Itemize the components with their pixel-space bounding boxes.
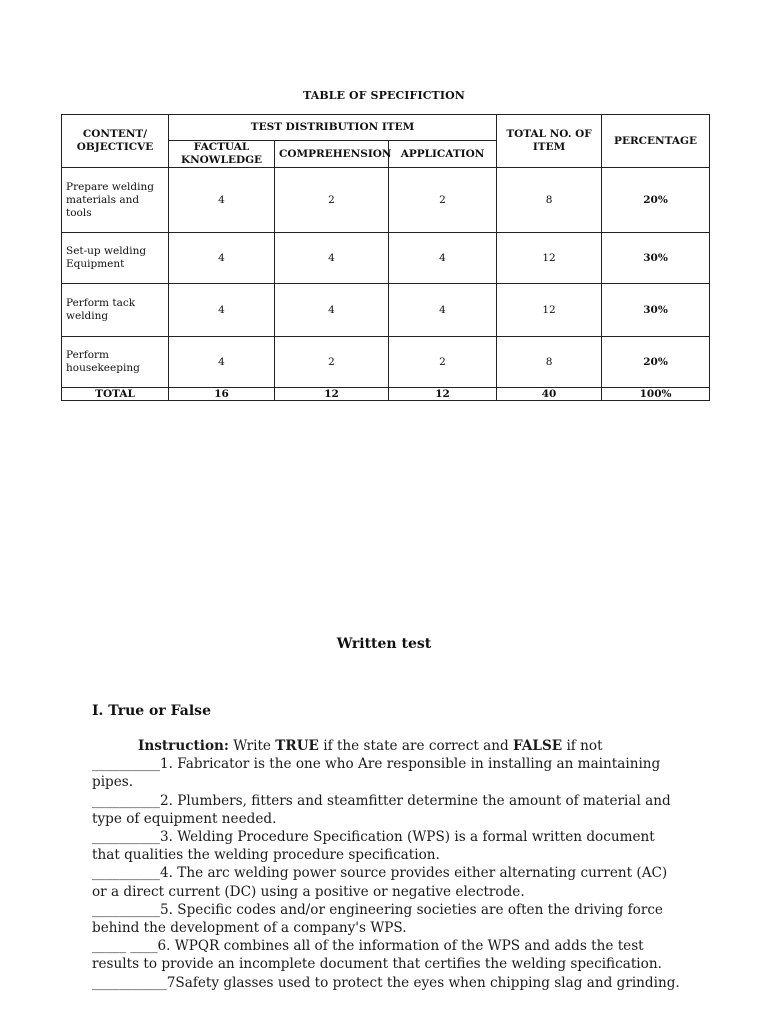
row-total: 8 <box>497 337 602 388</box>
header-total-items: TOTAL NO. OF ITEM <box>497 115 602 168</box>
table-row <box>62 168 710 233</box>
row-factual: 4 <box>169 233 275 284</box>
question-item: _____ ____6. WPQR combines all of the information of the WPS and adds the test results to provide an incomplete document that certifies the welding specification. <box>92 938 662 973</box>
row-factual: 4 <box>169 284 275 337</box>
row-application: 2 <box>389 337 497 388</box>
table-row <box>62 284 710 337</box>
row-topic: Perform housekeeping <box>62 337 169 388</box>
specification-table <box>61 114 710 401</box>
test-body <box>92 737 682 992</box>
instruction-text-1: Write <box>228 738 276 754</box>
row-percentage: 30% <box>602 233 710 284</box>
section-title: I. True or False <box>92 703 211 719</box>
row-factual: 4 <box>169 168 275 233</box>
row-percentage: 20% <box>602 337 710 388</box>
instruction-label: Instruction: <box>138 738 229 754</box>
question-item: __________2. Plumbers, fitters and steamfitter determine the amount of material and type of equipment needed. <box>92 792 671 827</box>
row-application: 2 <box>389 168 497 233</box>
row-topic: Perform tack welding <box>62 284 169 337</box>
written-test-title: Written test <box>336 636 432 652</box>
header-comprehension: COMPREHENSION <box>275 141 389 168</box>
row-factual: 4 <box>169 337 275 388</box>
total-comprehension: 12 <box>275 388 389 401</box>
table-total-row <box>62 388 710 401</box>
row-application: 4 <box>389 233 497 284</box>
header-application: APPLICATION <box>389 141 497 168</box>
row-total: 12 <box>497 233 602 284</box>
header-factual: FACTUAL KNOWLEDGE <box>169 141 275 168</box>
instruction-line <box>92 737 682 755</box>
total-application: 12 <box>389 388 497 401</box>
question-item: ___________7Safety glasses used to protect the eyes when chipping slag and grinding. <box>92 974 680 991</box>
row-total: 8 <box>497 168 602 233</box>
total-items: 40 <box>497 388 602 401</box>
instruction-text-2: if the state are correct and <box>318 738 513 754</box>
row-topic: Set-up welding Equipment <box>62 233 169 284</box>
question-item: __________4. The arc welding power source provides either alternating current (AC) or a direct current (DC) using a positive or negative electrode. <box>92 865 668 900</box>
instruction-text-3: if not <box>562 738 603 754</box>
header-test-distribution: TEST DISTRIBUTION ITEM <box>169 115 497 141</box>
header-percentage: PERCENTAGE <box>602 115 710 168</box>
row-total: 12 <box>497 284 602 337</box>
row-comprehension: 2 <box>275 337 389 388</box>
row-percentage: 30% <box>602 284 710 337</box>
row-comprehension: 2 <box>275 168 389 233</box>
total-percentage: 100% <box>602 388 710 401</box>
table-header-row <box>62 115 710 141</box>
row-application: 4 <box>389 284 497 337</box>
instruction-false-word: FALSE <box>513 738 563 754</box>
table-title: TABLE OF SPECIFICTION <box>303 89 465 102</box>
row-comprehension: 4 <box>275 284 389 337</box>
row-comprehension: 4 <box>275 233 389 284</box>
total-factual: 16 <box>169 388 275 401</box>
total-label: TOTAL <box>62 388 169 401</box>
instruction-true-word: TRUE <box>275 738 319 754</box>
row-topic: Prepare welding materials and tools <box>62 168 169 233</box>
table-row <box>62 233 710 284</box>
question-item: __________3. Welding Procedure Specification (WPS) is a formal written document that qualities the welding procedure specification. <box>92 829 655 864</box>
header-content-objective: CONTENT/ OBJECTICVE <box>62 115 169 168</box>
question-item: __________1. Fabricator is the one who Are responsible in installing an maintaining pipes. <box>92 756 661 791</box>
table-row <box>62 337 710 388</box>
question-item: __________5. Specific codes and/or engineering societies are often the driving force behind the development of a company's WPS. <box>92 901 663 937</box>
row-percentage: 20% <box>602 168 710 233</box>
